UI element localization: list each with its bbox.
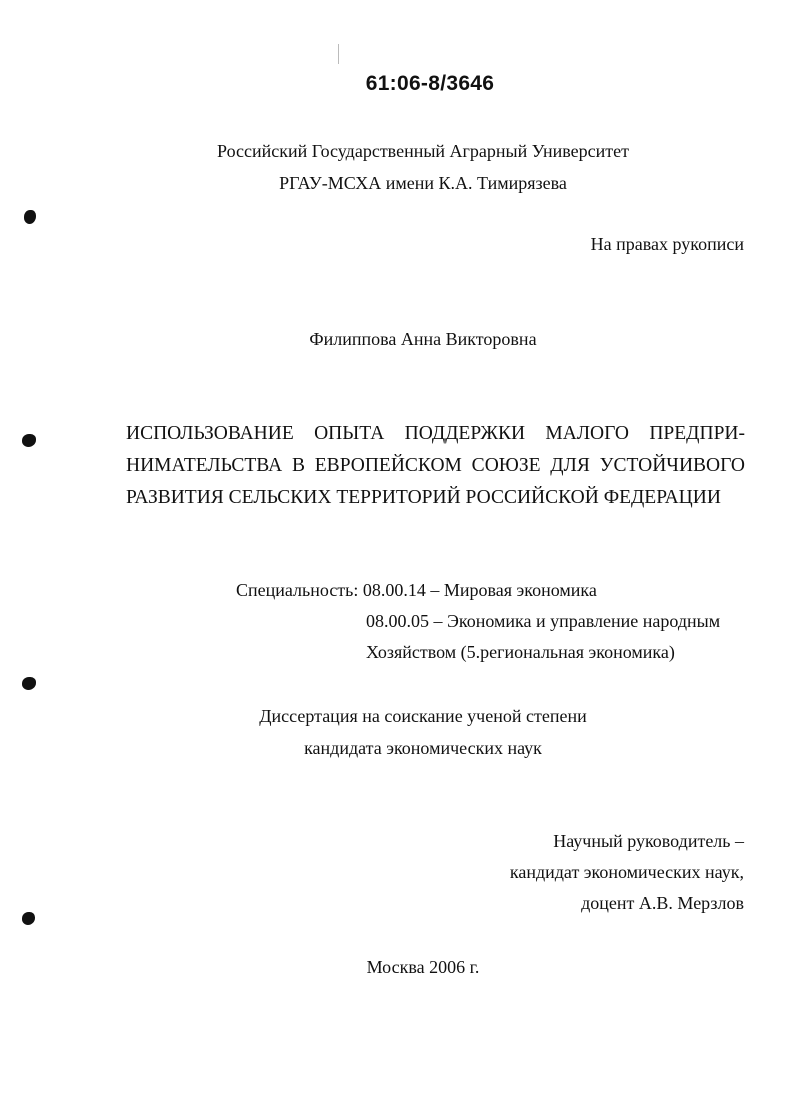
dissertation-title — [126, 418, 745, 514]
manuscript-rights: На правах рукописи — [590, 234, 744, 254]
supervisor-line: доцент А.В. Мерзлов — [581, 893, 744, 913]
title-line: РАЗВИТИЯ СЕЛЬСКИХ ТЕРРИТОРИЙ РОССИЙСКОЙ ФЕДЕРАЦИИ — [126, 487, 721, 508]
punch-hole-mark — [22, 677, 36, 690]
punch-hole-mark — [22, 912, 35, 925]
degree-line: кандидата экономических наук — [304, 738, 542, 758]
punch-hole-mark — [24, 210, 36, 224]
catalog-code: 61:06-8/3646 — [365, 72, 495, 95]
punch-hole-mark — [22, 434, 36, 447]
author-name: Филиппова Анна Викторовна — [309, 329, 537, 349]
title-line: НИМАТЕЛЬСТВА В ЕВРОПЕЙСКОМ СОЮЗЕ ДЛЯ УСТОЙЧИВОГО — [126, 455, 745, 476]
title-line: ИСПОЛЬЗОВАНИЕ ОПЫТА ПОДДЕРЖКИ МАЛОГО ПРЕДПРИ- — [126, 423, 745, 444]
supervisor-line: кандидат экономических наук, — [509, 862, 744, 882]
supervisor-line: Научный руководитель – — [553, 831, 744, 851]
specialty-line: Специальность: 08.00.14 – Мировая экономика — [236, 580, 597, 600]
place-year: Москва 2006 г. — [366, 957, 480, 977]
university-short-name: РГАУ-МСХА имени К.А. Тимирязева — [279, 173, 567, 193]
degree-line: Диссертация на соискание ученой степени — [259, 706, 587, 726]
specialty-line: Хозяйством (5.региональная экономика) — [366, 642, 675, 662]
specialty-line: 08.00.05 – Экономика и управление народным — [366, 611, 721, 631]
scan-artifact — [338, 44, 339, 64]
university-name: Российский Государственный Аграрный Университет — [217, 141, 629, 161]
